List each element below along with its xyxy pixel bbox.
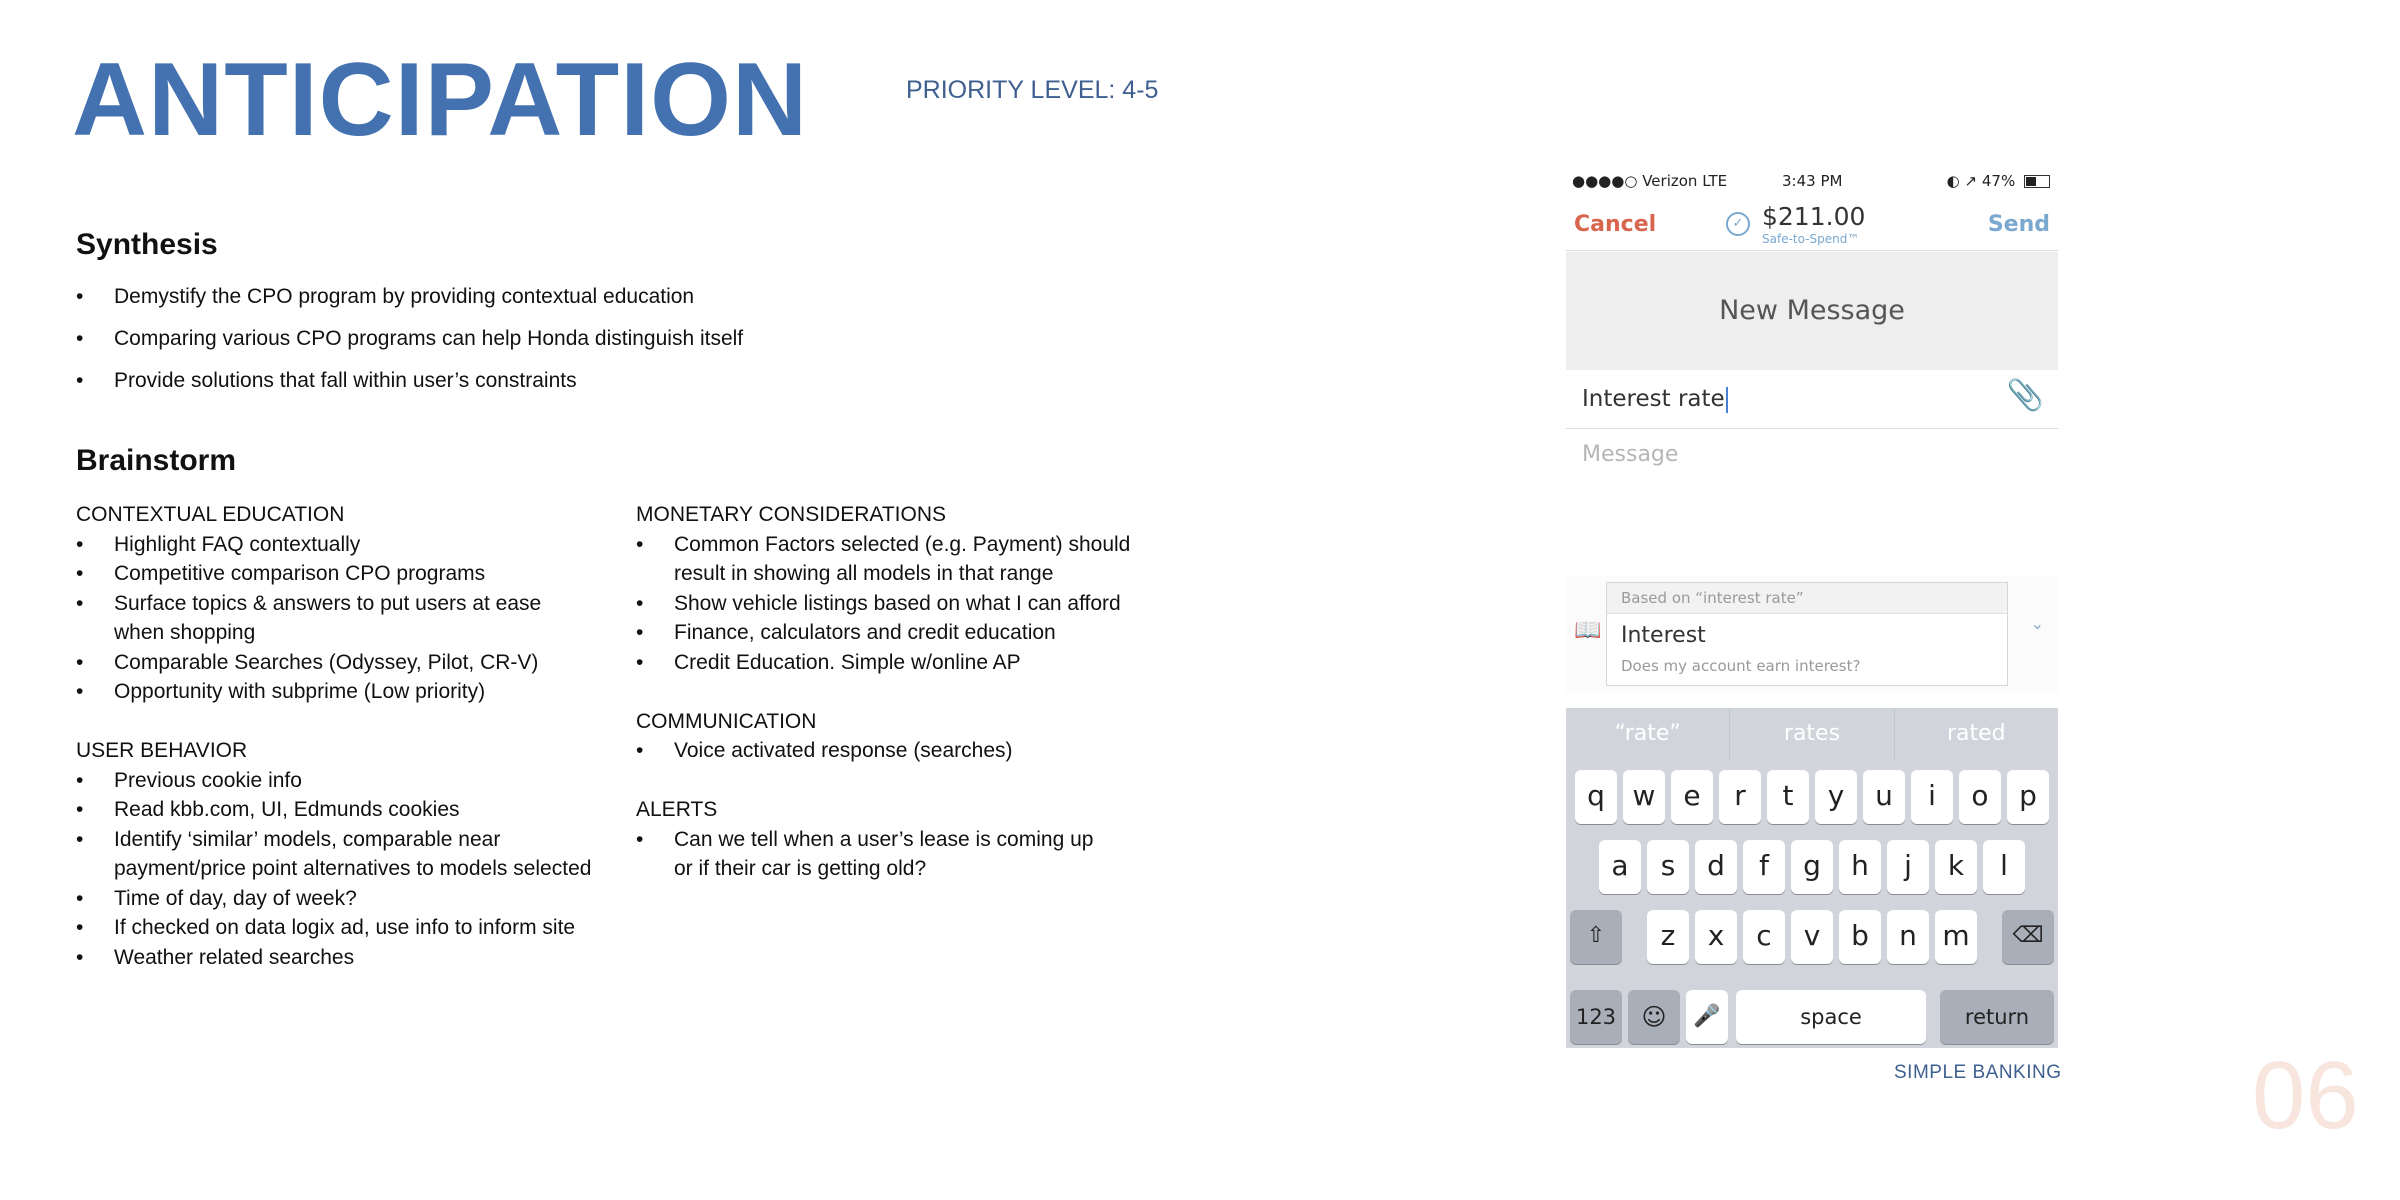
prediction[interactable]: rated bbox=[1894, 708, 2058, 760]
key[interactable]: l bbox=[1983, 840, 2025, 894]
suggestion-panel bbox=[1566, 576, 2058, 692]
brainstorm-heading: Brainstorm bbox=[76, 444, 237, 477]
communication-list bbox=[636, 736, 1156, 766]
key[interactable]: z bbox=[1647, 910, 1689, 964]
check-circle-icon: ✓ bbox=[1726, 212, 1750, 236]
key[interactable]: i bbox=[1911, 770, 1953, 824]
list-item: • Common Factors selected (e.g. Payment) should result in showing all models in that range bbox=[636, 530, 1164, 589]
list-item: • Read kbb.com, UI, Edmunds cookies bbox=[76, 795, 596, 825]
list-item: • Can we tell when a user’s lease is coming up or if their car is getting old? bbox=[636, 825, 1094, 884]
suggestion-card[interactable] bbox=[1606, 582, 2008, 686]
chevron-down-icon[interactable]: ⌄ bbox=[2030, 614, 2044, 633]
status-right bbox=[1947, 172, 2050, 190]
suggestion-source: Based on “interest rate” bbox=[1607, 583, 2007, 614]
synthesis-list bbox=[76, 284, 743, 410]
alerts-list bbox=[636, 825, 1156, 884]
suggestion-title: Interest bbox=[1621, 623, 1706, 648]
battery-icon bbox=[2024, 175, 2050, 188]
alerts-heading: ALERTS bbox=[636, 798, 718, 821]
key[interactable]: s bbox=[1647, 840, 1689, 894]
numbers-key[interactable]: 123 bbox=[1570, 990, 1622, 1044]
brainstorm-column-right bbox=[636, 500, 1156, 884]
list-item: • Previous cookie info bbox=[76, 766, 596, 796]
key[interactable]: r bbox=[1719, 770, 1761, 824]
list-item: • Demystify the CPO program by providing contextual education bbox=[76, 284, 743, 310]
text-caret bbox=[1726, 387, 1728, 413]
page-title: ANTICIPATION bbox=[72, 42, 809, 158]
cancel-button[interactable]: Cancel bbox=[1574, 212, 1657, 237]
suggestion-description: Does my account earn interest? bbox=[1621, 657, 1861, 675]
key[interactable]: g bbox=[1791, 840, 1833, 894]
image-caption: SIMPLE BANKING bbox=[1894, 1062, 2062, 1083]
key[interactable]: j bbox=[1887, 840, 1929, 894]
communication-heading: COMMUNICATION bbox=[636, 709, 817, 733]
subject-field[interactable] bbox=[1566, 370, 2058, 429]
key[interactable]: d bbox=[1695, 840, 1737, 894]
key-row-3 bbox=[1566, 910, 2058, 964]
message-input[interactable]: Message bbox=[1582, 442, 1679, 467]
key[interactable]: a bbox=[1599, 840, 1641, 894]
paperclip-icon[interactable]: 📎 bbox=[2006, 378, 2044, 413]
user-behavior-list bbox=[76, 766, 596, 973]
list-item: • Voice activated response (searches) bbox=[636, 736, 1156, 766]
page-number: 06 bbox=[2252, 1042, 2359, 1149]
list-item: • Opportunity with subprime (Low priority) bbox=[76, 677, 596, 707]
contextual-education-list bbox=[76, 530, 596, 707]
subject-value: Interest rate bbox=[1582, 386, 1725, 412]
book-icon: 📖 bbox=[1574, 618, 1602, 643]
synthesis-heading: Synthesis bbox=[76, 228, 218, 261]
key[interactable]: v bbox=[1791, 910, 1833, 964]
key[interactable]: h bbox=[1839, 840, 1881, 894]
list-item: • Show vehicle listings based on what I can afford bbox=[636, 589, 1156, 619]
key[interactable]: q bbox=[1575, 770, 1617, 824]
new-message-title: New Message bbox=[1566, 252, 2058, 370]
key[interactable]: t bbox=[1767, 770, 1809, 824]
prediction[interactable]: rates bbox=[1729, 708, 1893, 760]
backspace-icon[interactable]: ⌫ bbox=[2002, 910, 2054, 964]
monetary-considerations-heading: MONETARY CONSIDERATIONS bbox=[636, 503, 946, 526]
key[interactable]: p bbox=[2007, 770, 2049, 824]
list-item: • Surface topics & answers to put users at ease when shopping bbox=[76, 589, 554, 648]
list-item: • Credit Education. Simple w/online AP bbox=[636, 648, 1156, 678]
nav-bar bbox=[1566, 194, 2058, 251]
prediction[interactable]: “rate” bbox=[1614, 721, 1681, 746]
list-item: • Competitive comparison CPO programs bbox=[76, 559, 596, 589]
priority-level: PRIORITY LEVEL: 4-5 bbox=[906, 76, 1159, 104]
key[interactable]: f bbox=[1743, 840, 1785, 894]
clock-label: 3:43 PM bbox=[1782, 172, 1843, 190]
key[interactable]: k bbox=[1935, 840, 1977, 894]
keyboard bbox=[1566, 708, 2058, 1048]
predictive-bar bbox=[1566, 708, 2058, 760]
list-item: • If checked on data logix ad, use info to inform site bbox=[76, 913, 596, 943]
carrier-label: ●●●●○ Verizon LTE bbox=[1572, 172, 1728, 190]
contextual-education-heading: CONTEXTUAL EDUCATION bbox=[76, 503, 345, 526]
key[interactable]: y bbox=[1815, 770, 1857, 824]
list-item: • Time of day, day of week? bbox=[76, 884, 596, 914]
list-item: • Comparing various CPO programs can help Honda distinguish itself bbox=[76, 326, 743, 352]
monetary-considerations-list bbox=[636, 530, 1156, 678]
key[interactable]: o bbox=[1959, 770, 2001, 824]
space-key[interactable]: space bbox=[1736, 990, 1926, 1044]
brainstorm-column-left bbox=[76, 500, 596, 972]
key[interactable]: n bbox=[1887, 910, 1929, 964]
list-item: • Weather related searches bbox=[76, 943, 596, 973]
key[interactable]: e bbox=[1671, 770, 1713, 824]
user-behavior-heading: USER BEHAVIOR bbox=[76, 739, 248, 762]
send-button[interactable]: Send bbox=[1987, 212, 2050, 237]
microphone-icon[interactable]: 🎤 bbox=[1686, 990, 1728, 1044]
list-item: • Highlight FAQ contextually bbox=[76, 530, 596, 560]
key[interactable]: x bbox=[1695, 910, 1737, 964]
battery-percent: 47% bbox=[1981, 172, 2016, 190]
key[interactable]: u bbox=[1863, 770, 1905, 824]
emoji-icon[interactable]: ☺ bbox=[1628, 990, 1680, 1044]
list-item: • Identify ‘similar’ models, comparable near payment/price point alternatives to models selected bbox=[76, 825, 618, 884]
list-item: • Provide solutions that fall within user’s constraints bbox=[76, 368, 743, 394]
key-row-bottom bbox=[1566, 990, 2058, 1044]
shift-icon[interactable]: ⇧ bbox=[1570, 910, 1622, 964]
key-row-2 bbox=[1566, 840, 2058, 894]
return-key[interactable]: return bbox=[1940, 990, 2054, 1044]
key[interactable]: w bbox=[1623, 770, 1665, 824]
balance-amount: $211.00 bbox=[1762, 202, 1866, 231]
phone-screenshot bbox=[1566, 166, 2058, 1048]
status-bar bbox=[1566, 166, 2058, 194]
list-item: • Finance, calculators and credit education bbox=[636, 618, 1156, 648]
key[interactable]: b bbox=[1839, 910, 1881, 964]
key[interactable]: c bbox=[1743, 910, 1785, 964]
key-row-1 bbox=[1566, 770, 2058, 824]
safe-to-spend-label: Safe-to-Spend™ bbox=[1762, 232, 1860, 246]
list-item: • Comparable Searches (Odyssey, Pilot, CR-V) bbox=[76, 648, 596, 678]
location-icon: ◐ ↗ bbox=[1946, 172, 1978, 190]
key[interactable]: m bbox=[1935, 910, 1977, 964]
